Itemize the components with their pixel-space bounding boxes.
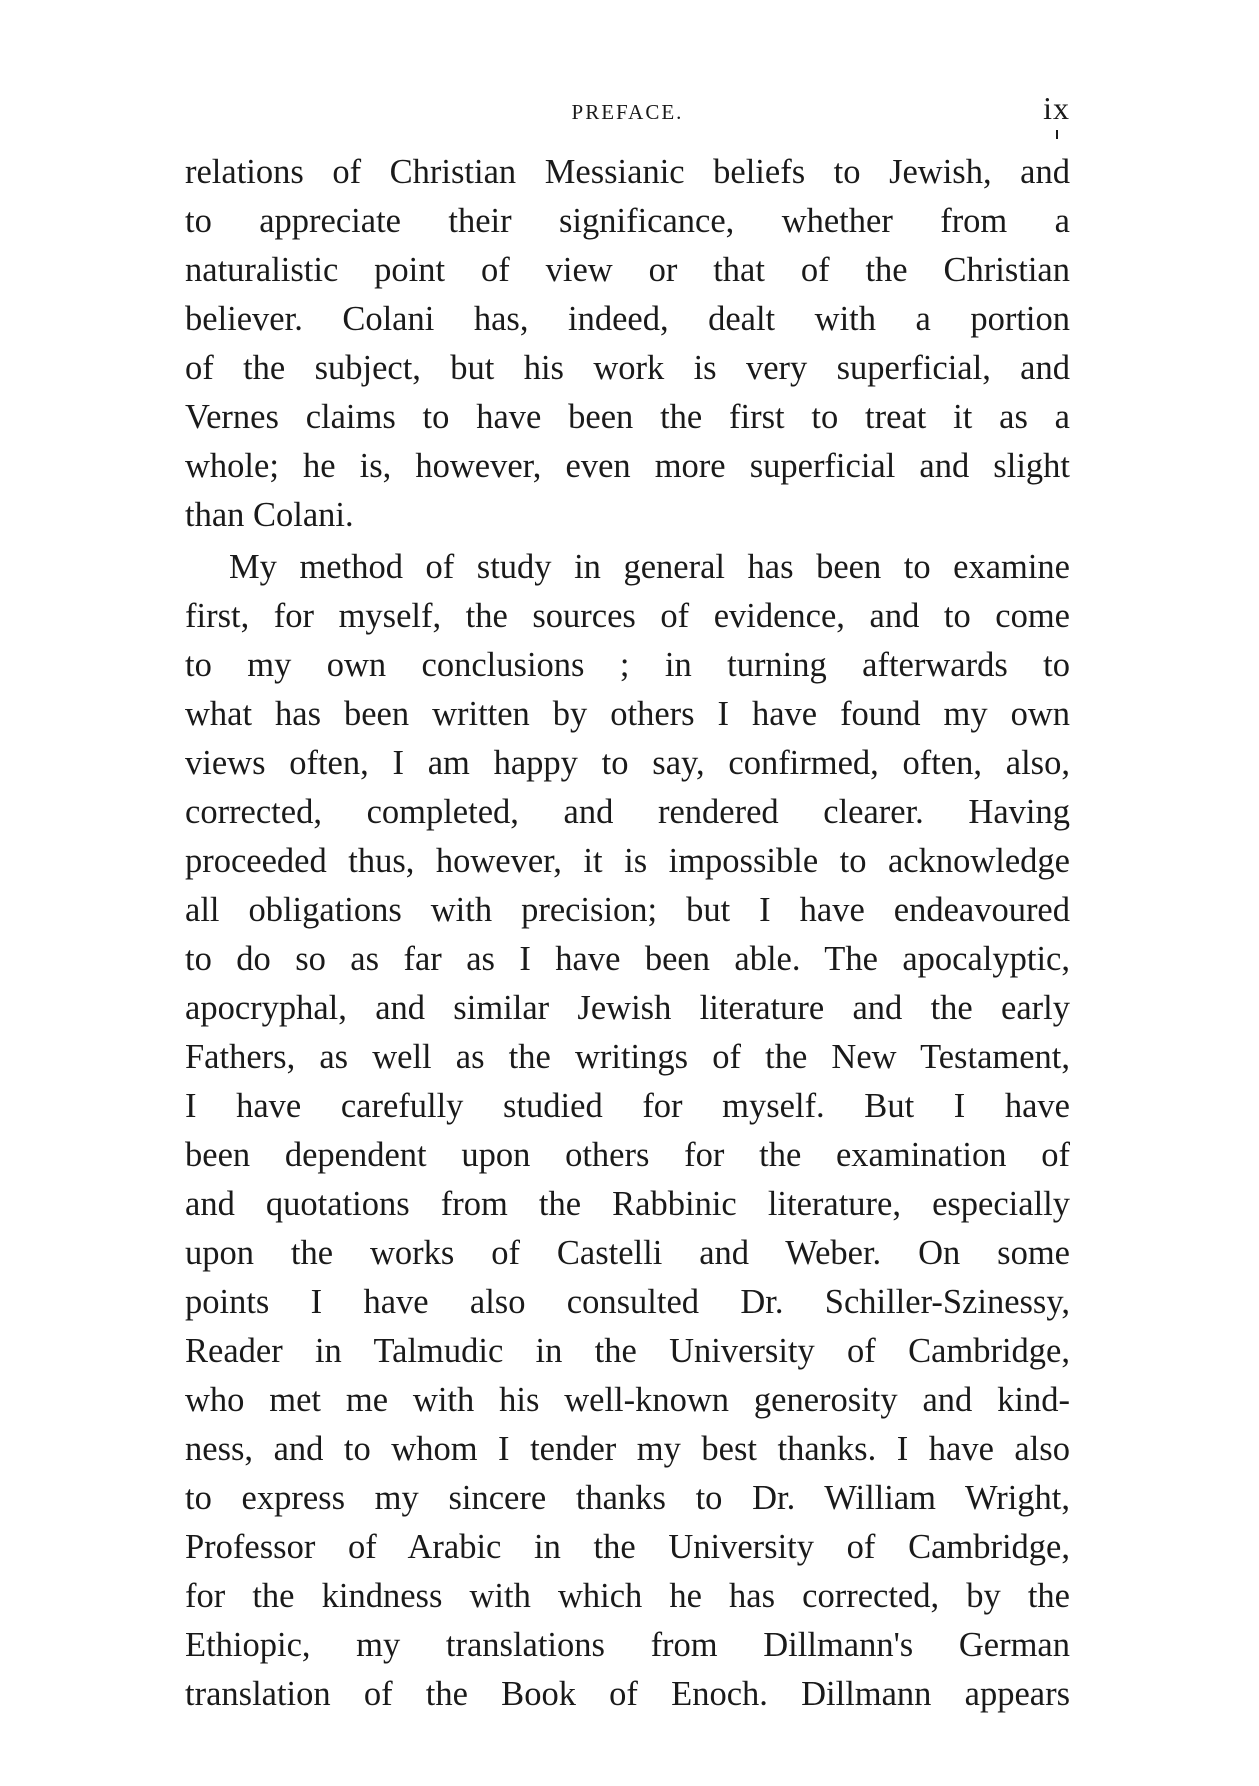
text-line: I have carefully studied for myself. But I have: [185, 1087, 1070, 1125]
text-line: My method of study in general has been to examine: [229, 548, 1070, 586]
text-line: Professor of Arabic in the University of Cambridge,: [185, 1528, 1070, 1566]
text-line: relations of Christian Messianic beliefs to Jewish, and: [185, 153, 1070, 191]
text-line: to do so as far as I have been able. The apocalyptic,: [185, 940, 1070, 978]
text-line: for the kindness with which he has corrected, by the: [185, 1577, 1070, 1615]
text-line: first, for myself, the sources of evidence, and to come: [185, 597, 1070, 635]
text-line: what has been written by others I have found my own: [185, 695, 1070, 733]
paragraph-1: [185, 148, 1070, 540]
running-title: PREFACE.: [571, 100, 684, 124]
text-line: and quotations from the Rabbinic literature, especially: [185, 1185, 1070, 1223]
printer-tick-mark: [1056, 130, 1058, 139]
body-text: [185, 148, 1070, 1719]
text-line: proceeded thus, however, it is impossible to acknowledge: [185, 842, 1070, 880]
text-line: who met me with his well-known generosity and kind-: [185, 1381, 1070, 1419]
text-line: Ethiopic, my translations from Dillmann's German: [185, 1626, 1070, 1664]
text-line: ness, and to whom I tender my best thanks. I have also: [185, 1430, 1070, 1468]
text-line: Reader in Talmudic in the University of Cambridge,: [185, 1332, 1070, 1370]
text-line: points I have also consulted Dr. Schiller-Szinessy,: [185, 1283, 1070, 1321]
text-line: naturalistic point of view or that of the Christian: [185, 251, 1070, 289]
text-line: been dependent upon others for the examination of: [185, 1136, 1070, 1174]
text-line: than Colani.: [185, 496, 354, 534]
page-number: ix: [1043, 90, 1070, 126]
text-line: Vernes claims to have been the first to treat it as a: [185, 398, 1070, 436]
running-head: [185, 90, 1070, 126]
text-line: to express my sincere thanks to Dr. William Wright,: [185, 1479, 1070, 1517]
text-line: whole; he is, however, even more superficial and slight: [185, 447, 1070, 485]
text-line: of the subject, but his work is very superficial, and: [185, 349, 1070, 387]
text-line: to my own conclusions ; in turning afterwards to: [185, 646, 1070, 684]
text-line: all obligations with precision; but I have endeavoured: [185, 891, 1070, 929]
text-line: believer. Colani has, indeed, dealt with a portion: [185, 300, 1070, 338]
text-line: apocryphal, and similar Jewish literature and the early: [185, 989, 1070, 1027]
text-line: upon the works of Castelli and Weber. On some: [185, 1234, 1070, 1272]
text-line: corrected, completed, and rendered clearer. Having: [185, 793, 1070, 831]
text-line: Fathers, as well as the writings of the New Testament,: [185, 1038, 1070, 1076]
text-line: views often, I am happy to say, confirmed, often, also,: [185, 744, 1070, 782]
text-line: translation of the Book of Enoch. Dillmann appears: [185, 1675, 1070, 1713]
text-line: to appreciate their significance, whether from a: [185, 202, 1070, 240]
paragraph-2: [185, 543, 1070, 1719]
